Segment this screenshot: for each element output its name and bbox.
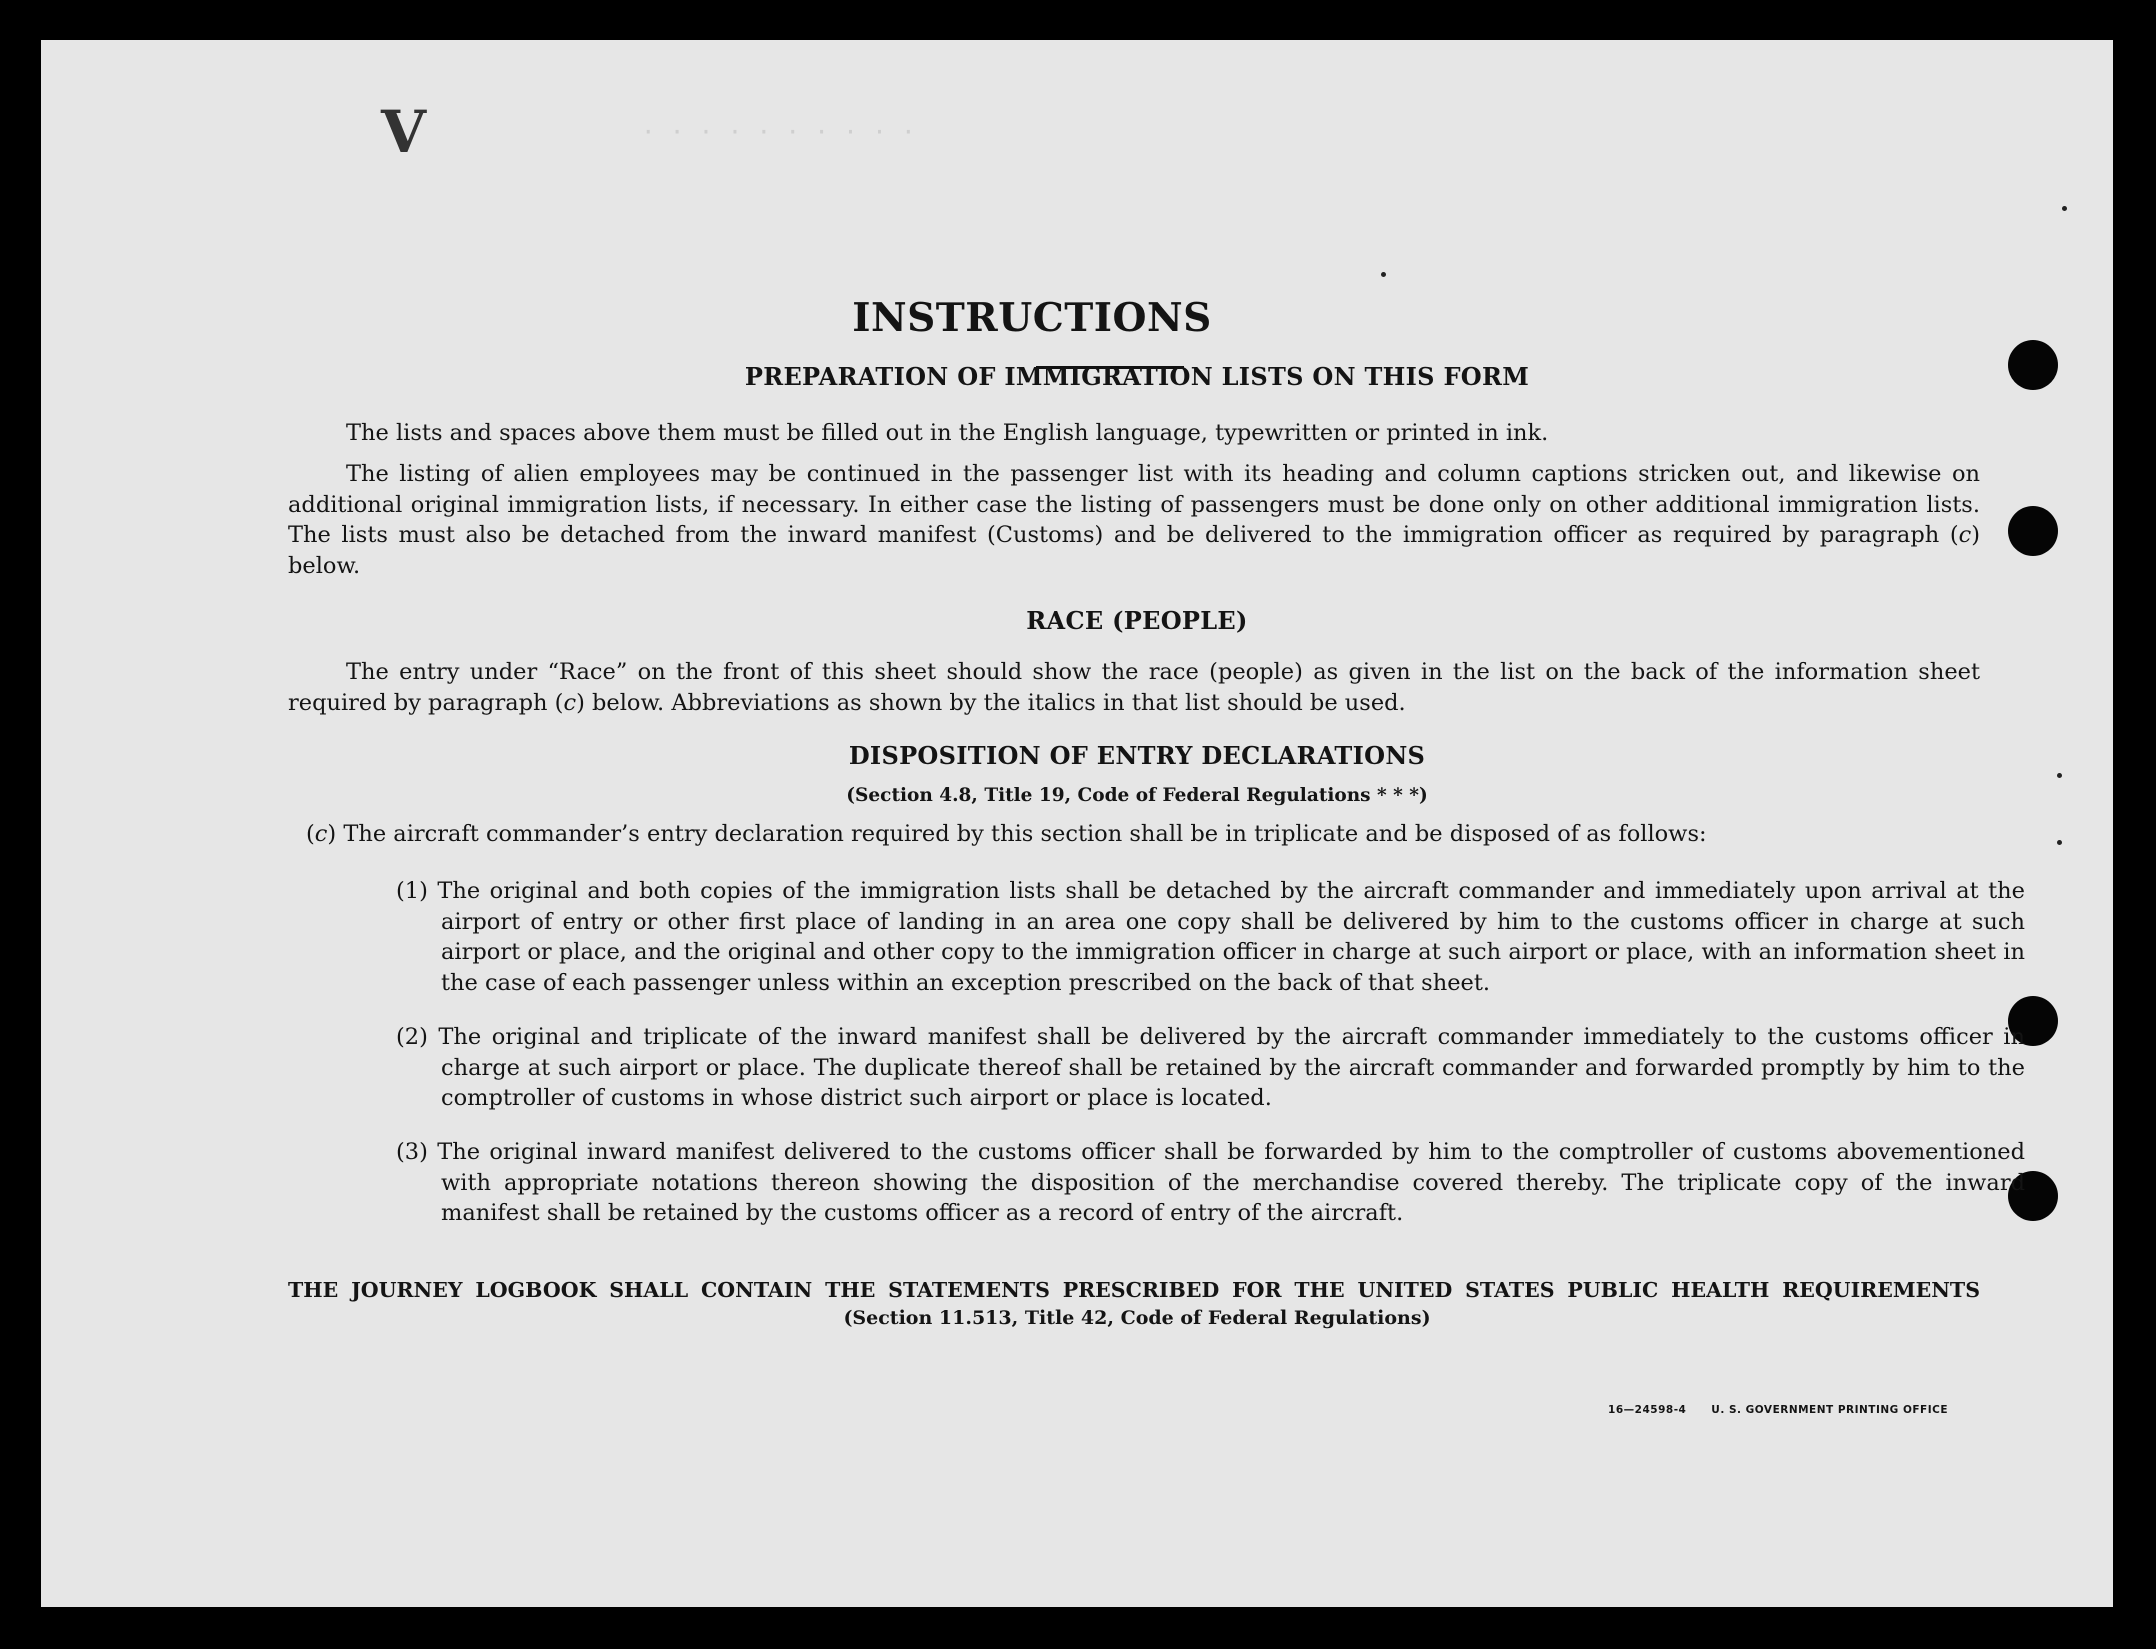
preparation-paragraph-2 — [288, 459, 1980, 581]
speck — [2062, 206, 2067, 211]
section-heading-disposition: DISPOSITION OF ENTRY DECLARATIONS — [848, 741, 1426, 770]
printer-imprint — [1608, 1404, 1948, 1416]
punch-hole — [2008, 340, 2058, 390]
disposition-citation: (Section 4.8, Title 19, Code of Federal Regulations * * *) — [846, 785, 1428, 806]
preparation-paragraph-1 — [288, 418, 1980, 449]
disposition-intro: (c) The aircraft commander’s entry declaration required by this section shall be in triplicate and be disposed of as follows: — [306, 821, 1707, 847]
disposition-item-2 — [396, 1022, 2025, 1114]
race-text-b: ) below. Abbreviations as shown by the italics in that list should be used. — [576, 689, 1406, 716]
item-text: The original and both copies of the immigration lists shall be detached by the aircraft commander and immediately upon arrival at the airport of entry or other first place of landing in an area one copy shall be delivered by him to the customs officer in charge at such airport or place, and the original and other copy to the immigration officer in charge at such airport or place, with an information sheet in the case of each passenger unless within an exception prescribed on the back of that sheet. — [437, 878, 2025, 996]
preparation-text-2b: ) below. — [288, 522, 1980, 579]
disposition-intro-text: The aircraft commander’s entry declaration required by this section shall be in triplicate and be disposed of as follows: — [343, 821, 1707, 847]
speck — [2057, 773, 2062, 778]
section-heading-race: RACE (PEOPLE) — [1026, 606, 1248, 635]
printer-name: U. S. GOVERNMENT PRINTING OFFICE — [1711, 1404, 1948, 1416]
item-text: The original inward manifest delivered to the customs officer shall be forwarded by him to the comptroller of customs abovementioned with appropriate notations thereon showing the disposition of the merchandise covered thereby. The triplicate copy of the inward manifest shall be retained by the customs officer as a record of entry of the aircraft. — [437, 1139, 2025, 1226]
handwritten-mark: V — [381, 98, 427, 166]
race-paragraph — [288, 657, 1980, 718]
form-number: 16—24598‑4 — [1608, 1404, 1687, 1416]
speck — [2057, 840, 2062, 845]
public-health-statement: THE JOURNEY LOGBOOK SHALL CONTAIN THE STATEMENTS PRESCRIBED FOR THE UNITED STATES PUBLIC HEALTH REQUIREMENTS — [288, 1278, 1980, 1302]
paragraph-label-c: c — [314, 821, 328, 847]
disposition-item-3 — [396, 1137, 2025, 1229]
paragraph-ref-c: c — [1958, 522, 1972, 548]
preparation-text-2a: The listing of alien employees may be continued in the passenger list with its heading and column captions stricken out, and likewise on additional original immigration lists, if necessary. In either case the listing of passengers must be done only on other additional immigration lists. The lists must also be detached from the inward manifest (Customs) and be delivered to the immigration officer as required by paragraph ( — [288, 461, 1980, 548]
page-title: INSTRUCTIONS — [852, 295, 1212, 341]
paragraph-ref-c: c — [563, 689, 577, 716]
disposition-item-1 — [396, 876, 2025, 998]
document-sheet — [41, 40, 2113, 1607]
public-health-citation: (Section 11.513, Title 42, Code of Federal Regulations) — [843, 1307, 1431, 1329]
section-heading-preparation: PREPARATION OF IMMIGRATION LISTS ON THIS FORM — [744, 362, 1530, 391]
race-text-a: The entry under “Race” on the front of this sheet should show the race (people) as given in the list on the back of the information sheet required by paragraph ( — [288, 659, 1980, 716]
item-text: The original and triplicate of the inward manifest shall be delivered by the aircraft commander immediately to the customs officer in charge at such airport or place. The duplicate thereof shall be retained by the aircraft commander and forwarded promptly by him to the comptroller of customs in whose district such airport or place is located. — [438, 1024, 2025, 1111]
speck — [1381, 272, 1386, 277]
item-number: (2) — [396, 1024, 428, 1050]
bleed-through-text: · · · · · · · · · · — [641, 118, 916, 146]
item-number: (1) — [396, 878, 428, 904]
preparation-text-1: The lists and spaces above them must be filled out in the English language, typewritten or printed in ink. — [346, 420, 1549, 446]
punch-hole — [2008, 506, 2058, 556]
item-number: (3) — [396, 1139, 428, 1165]
